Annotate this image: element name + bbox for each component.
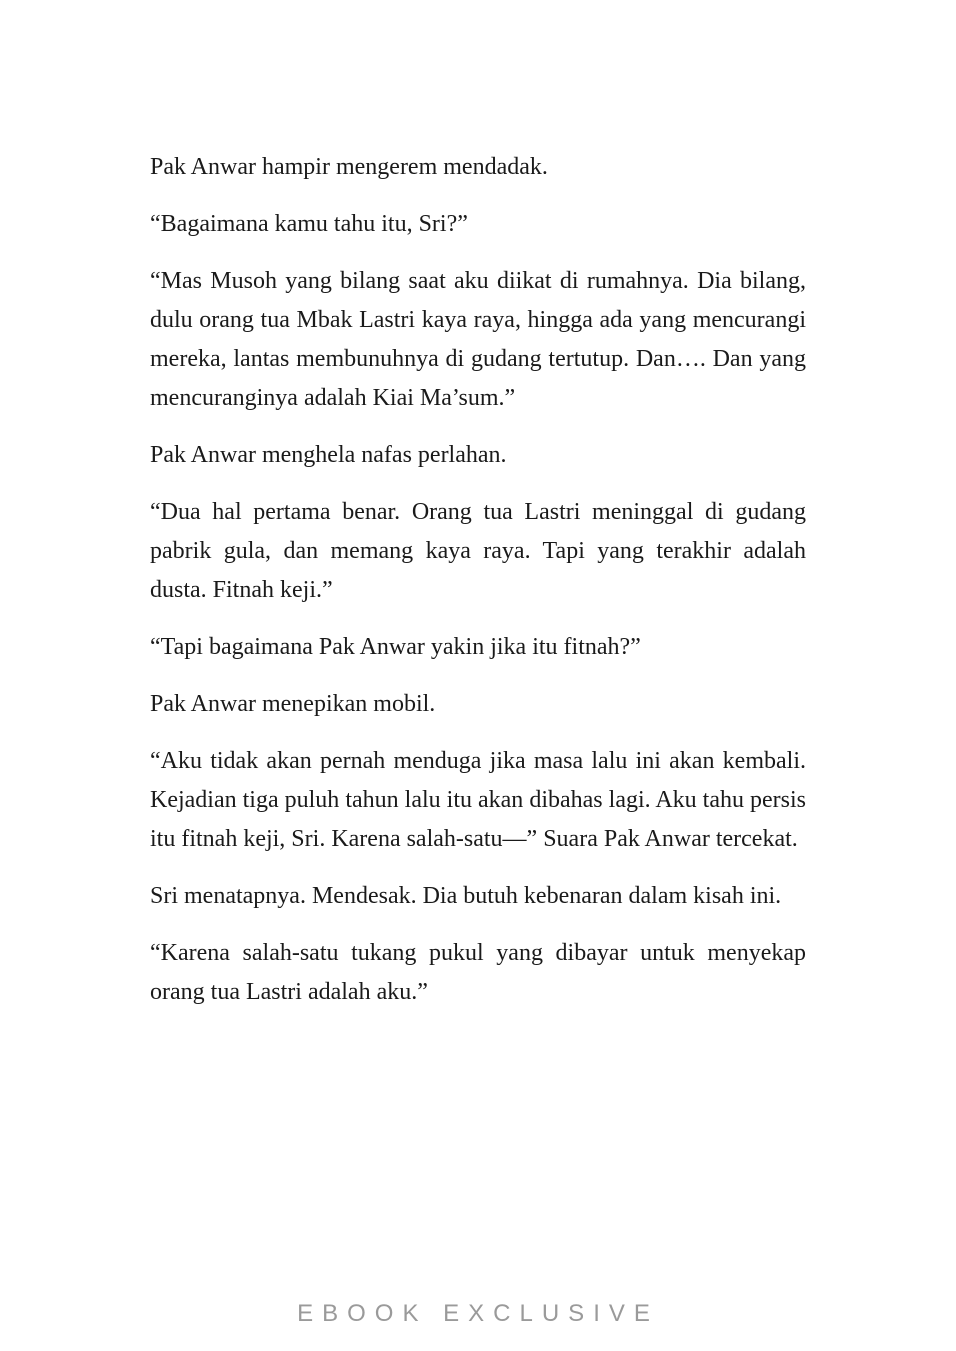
paragraph: Pak Anwar menepikan mobil. [150,691,436,717]
paragraph: Pak Anwar menghela nafas perlahan. [150,442,507,468]
paragraph: Sri menatapnya. Mendesak. Dia butuh kebenaran dalam kisah ini. [150,883,782,909]
paragraph: “Bagaimana kamu tahu itu, Sri?” [150,211,468,237]
footer-label: EBOOK EXCLUSIVE [297,1300,659,1327]
paragraph: “Tapi bagaimana Pak Anwar yakin jika itu fitnah?” [150,634,641,660]
paragraph: “Mas Musoh yang bilang saat aku diikat di rumahnya. Dia bilang, dulu orang tua Mbak Lastri kaya raya, hingga ada yang mencurangi mereka, lantas membunuhnya di gudang tertutup. Dan…. Dan yang mencuranginya adalah Kiai Ma’sum.” [150,268,806,411]
paragraph: Pak Anwar hampir mengerem mendadak. [150,154,548,180]
page-body [150,148,806,1030]
paragraph: “Aku tidak akan pernah menduga jika masa lalu ini akan kembali. Kejadian tiga puluh tahun lalu itu akan dibahas lagi. Aku tahu persis itu fitnah keji, Sri. Karena salah-satu—” Suara Pak Anwar tercekat. [150,748,806,852]
paragraph: “Dua hal pertama benar. Orang tua Lastri meninggal di gudang pabrik gula, dan memang kaya raya. Tapi yang terakhir adalah dusta. Fitnah keji.” [150,499,806,603]
paragraph: “Karena salah-satu tukang pukul yang dibayar untuk menyekap orang tua Lastri adalah aku.” [150,940,806,1005]
